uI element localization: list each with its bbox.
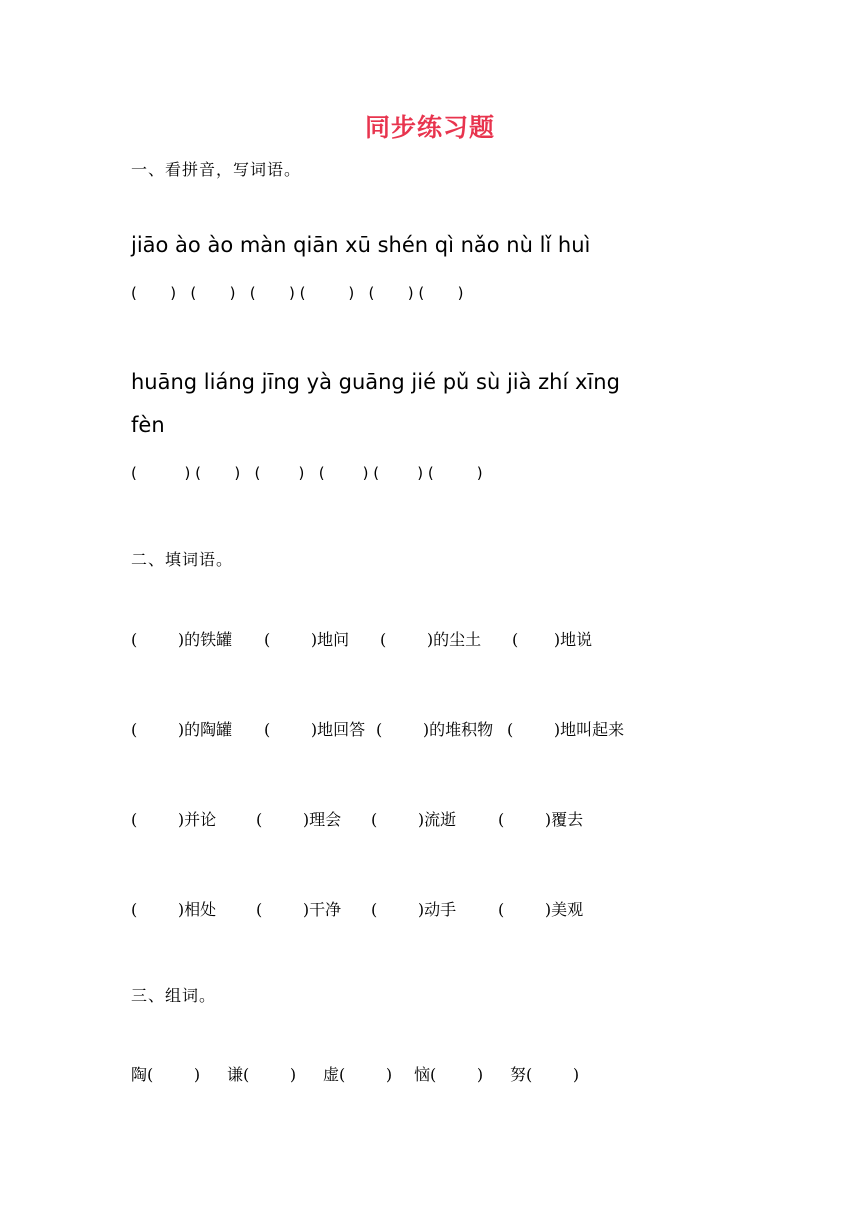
page-title: 同步练习题 — [364, 113, 495, 142]
word-group-item: 陶( ) — [131, 1065, 201, 1084]
word-group-item: 谦( ) — [227, 1065, 297, 1084]
pinyin-row-2: huāng liáng jīng yà guāng jié pǔ sù jià zhí xīng — [131, 370, 620, 394]
fill-item: ( )的堆积物 — [376, 720, 494, 739]
word-group-item: 恼( ) — [414, 1065, 484, 1084]
section2-heading: 二、填词语。 — [131, 550, 234, 569]
fill-item: ( )理会 — [256, 810, 342, 829]
fill-item: ( )地问 — [264, 630, 350, 649]
answer-blanks-row-1: ( ) ( ) ( ) ( ) ( ) ( ) — [131, 284, 464, 302]
fill-item: ( )的铁罐 — [131, 630, 233, 649]
fill-item: ( )干净 — [256, 900, 342, 919]
answer-blanks-row-2: ( ) ( ) ( ) ( ) ( ) ( ) — [131, 464, 483, 482]
word-group-item: 努( ) — [510, 1065, 580, 1084]
fill-item: ( )动手 — [371, 900, 457, 919]
section3-heading: 三、组词。 — [131, 986, 217, 1005]
word-group-row — [131, 1062, 580, 1195]
pinyin-row-1: jiāo ào ào màn qiān xū shén qì nǎo nù lǐ huì — [131, 233, 591, 257]
fill-item: ( )流逝 — [371, 810, 457, 829]
fill-item: ( )覆去 — [498, 810, 584, 829]
fill-item: ( )并论 — [131, 810, 217, 829]
fill-item: ( )地回答 — [264, 720, 366, 739]
fill-item: ( )地说 — [512, 630, 593, 649]
pinyin-row-2-continued: fèn — [131, 413, 165, 437]
fill-item: ( )相处 — [131, 900, 217, 919]
fill-item: ( )地叫起来 — [507, 720, 625, 739]
fill-item: ( )美观 — [498, 900, 584, 919]
word-group-item: 虚( ) — [323, 1065, 393, 1084]
fill-item: ( )的陶罐 — [131, 720, 233, 739]
fill-item: ( )的尘土 — [380, 630, 482, 649]
section1-heading: 一、看拼音，写词语。 — [131, 160, 302, 179]
